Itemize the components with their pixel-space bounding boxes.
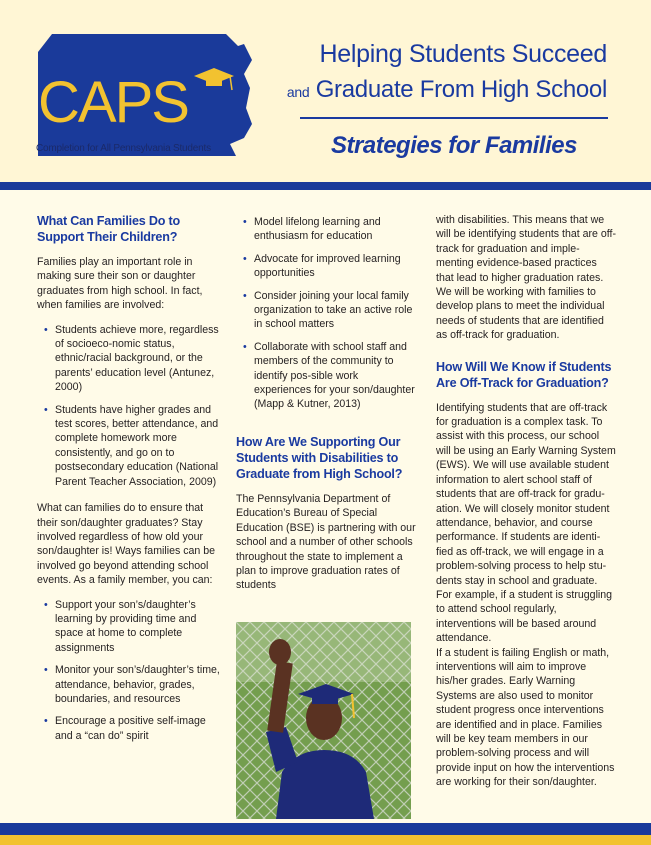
title-and: and — [286, 84, 310, 100]
bullet-icon: • — [243, 289, 247, 302]
bullet-icon: • — [44, 403, 48, 416]
header-band — [0, 0, 651, 182]
footer-stripe-gold — [0, 835, 651, 845]
section-paragraph: Identifying students that are off-track for graduation is a complex task. To assist with this process, our school will be using an Early Warning System (EWS). We will use available student information to alert school staff of students that are off-track for gradu-ation. We will closely monitor student attendance, behavior, and course performance. If students are identi-fied as off-track, we will engage in a problem-solving process to help stu-dents stay in school and graduate. For example, if a student is struggling to attend school regularly, interventions will be based around attendance. — [436, 401, 616, 645]
list-item: • Consider joining your local family organization to take an active role in school matters — [243, 289, 413, 331]
section-paragraph: with disabilities. This means that we will be identifying students that are off-track for graduation and imple-menting evidence-based practices that lead to higher graduation rates. We will be working with families to develop plans to meet the individual needs of students that are identified as off-track for graduation. — [436, 214, 617, 342]
footer-stripe-blue — [0, 823, 651, 835]
bullet-icon: • — [44, 323, 48, 336]
column-2 — [236, 215, 416, 603]
header-stripe — [0, 182, 651, 190]
section-paragraph: The Pennsylvania Department of Education’s Bureau of Special Education (BSE) is partnering with our school and a number of other schools throughout the state to implement a plan to improve graduation rates of students — [236, 492, 416, 592]
list-item: • Students achieve more, regardless of socioeco-nomic status, ethnic/racial background, or the parents’ education level (Antunez, 2000) — [44, 323, 219, 394]
section-heading-disabilities: How Are We Supporting Our Students with Disabilities to Graduate from High School? — [236, 434, 403, 481]
page-subtitle: Strategies for Families — [331, 132, 577, 159]
section-paragraph: If a student is failing English or math, interventions will aim to improve his/her grades. Early Warning Systems are also used to monitor student progress once interventions are identified and in place. Families will be key team members in our problem-solving process and will provide input on how the interventions are working for their son/daughter. — [436, 646, 615, 789]
section-intro: Families play an important role in making sure their son or daughter graduates from high school. In fact, when families are involved: — [37, 256, 203, 312]
list-item: • Monitor your son’s/daughter’s time, attendance, behavior, grades, boundaries, and resources — [44, 664, 220, 705]
section-heading-families: What Can Families Do to Support Their Children? — [37, 214, 181, 244]
title-graduate: Graduate From High School — [315, 76, 607, 103]
actions-list-continued — [236, 215, 416, 412]
column-1 — [37, 213, 222, 755]
list-item: • Collaborate with school staff and members of the community to identify pos-sible work experiences for your son/daughter (Mapp & Kutner, 2013) — [243, 340, 415, 411]
page-title-line2 — [287, 76, 607, 104]
list-item: • Support your son’s/daughter’s learning by providing time and space at home to complete assignments — [44, 598, 197, 654]
bullet-icon: • — [243, 252, 247, 265]
section-heading-off-track: How Will We Know if Students Are Off-Track for Graduation? — [436, 359, 612, 390]
column-3 — [436, 213, 616, 800]
bullet-icon: • — [44, 715, 48, 728]
logo-text: CAPS — [38, 70, 188, 135]
bullet-icon: • — [243, 340, 247, 353]
list-item: • Advocate for improved learning opportunities — [243, 252, 401, 280]
list-item: • Students have higher grades and test scores, better attendance, and complete homework more consistently, and go on to postsecondary education (National Parent Teacher Association, 2009) — [44, 403, 219, 488]
section-paragraph: What can families do to ensure that their son/daughter graduates? Stay involved regardless of how old your son/daughter is! Ways families can be involved go beyond attending school events. As a family member, you can: — [37, 502, 216, 587]
bullet-icon: • — [243, 216, 247, 228]
list-item: • Encourage a positive self-image and a “can do” spirit — [44, 715, 206, 742]
logo-tagline: Completion for All Pennsylvania Students — [36, 143, 211, 154]
actions-list — [37, 598, 222, 744]
bullet-icon: • — [44, 598, 48, 611]
bullet-icon: • — [44, 664, 48, 677]
list-item: • Model lifelong learning and enthusiasm for education — [243, 216, 381, 243]
page-title-line1: Helping Students Succeed — [319, 40, 607, 68]
graduate-photo — [236, 622, 411, 819]
benefits-list — [37, 323, 222, 489]
title-divider — [300, 117, 608, 119]
